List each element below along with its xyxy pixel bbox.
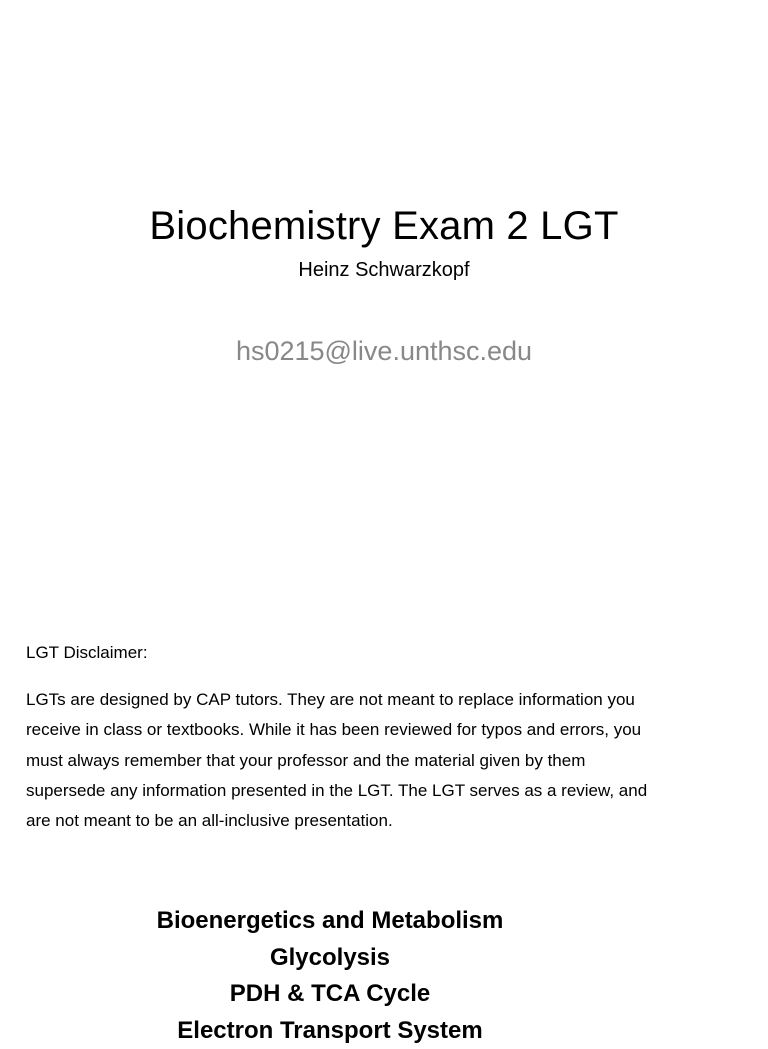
topic-item: Bioenergetics and Metabolism [50,903,610,940]
author-name: Heinz Schwarzkopf [0,256,768,284]
disclaimer-line: must always remember that your professor and the material given by them [26,746,746,776]
disclaimer-line: are not meant to be an all-inclusive presentation. [26,806,746,836]
disclaimer-heading: LGT Disclaimer: [26,641,148,665]
disclaimer-line: supersede any information presented in the LGT. The LGT serves as a review, and [26,776,746,806]
disclaimer-body [26,685,746,836]
topic-list [50,903,610,1049]
disclaimer-line: LGTs are designed by CAP tutors. They are not meant to replace information you [26,685,746,715]
topic-item: Glycolysis [50,940,610,977]
author-email: hs0215@live.unthsc.edu [0,333,768,369]
disclaimer-line: receive in class or textbooks. While it has been reviewed for typos and errors, you [26,715,746,745]
document-title: Biochemistry Exam 2 LGT [0,200,768,252]
topic-item: PDH & TCA Cycle [50,976,610,1013]
topic-item: Electron Transport System [50,1013,610,1049]
